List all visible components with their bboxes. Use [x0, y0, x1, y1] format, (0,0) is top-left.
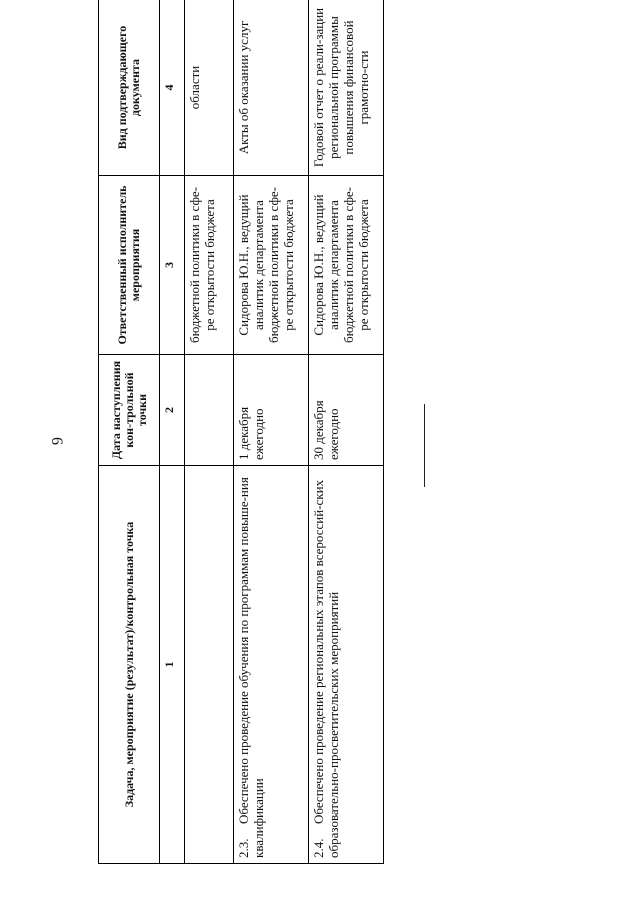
control-points-table	[98, 0, 384, 864]
header-executor: Ответственный исполнитель мероприятия	[99, 176, 160, 355]
column-number: 1	[160, 466, 185, 864]
cell-date: 30 декабря ежегодно	[309, 355, 384, 466]
cell-task	[185, 466, 234, 864]
table-row	[309, 0, 384, 864]
column-number: 3	[160, 176, 185, 355]
task-text: Обеспечено проведение обучения по программам повыше-ния квалификации	[236, 477, 266, 858]
cell-document: Годовой отчет о реали-зации региональной программы повышения финансовой грамотно-сти	[309, 0, 384, 176]
cell-executor: Сидорова Ю.Н., ведущий аналитик департамента бюджетной политики в сфе-ре открытости бюджета	[309, 176, 384, 355]
row-number: 2.4.	[311, 838, 326, 858]
cell-executor: Сидорова Ю.Н., ведущий аналитик департамента бюджетной политики в сфе-ре открытости бюджета	[234, 176, 309, 355]
row-number: 2.3.	[236, 838, 251, 858]
cell-task	[309, 466, 384, 864]
cell-date	[185, 355, 234, 466]
table-header-row	[99, 0, 160, 864]
page-number: 6	[48, 437, 65, 445]
cell-executor: бюджетной политики в сфе-ре открытости бюджета	[185, 176, 234, 355]
cell-document: Акты об оказании услуг	[234, 0, 309, 176]
table-row	[185, 0, 234, 864]
column-number: 4	[160, 0, 185, 176]
column-number: 2	[160, 355, 185, 466]
task-text: Обеспечено проведение региональных этапов всероссий-ских образовательно-просветительских мероприятий	[311, 479, 341, 858]
header-date: Дата наступления кон-трольной точки	[99, 355, 160, 466]
header-document: Вид подтверждающего документа	[99, 0, 160, 176]
header-task: Задача, мероприятие (результат)/контрольная точка	[99, 466, 160, 864]
cell-task	[234, 466, 309, 864]
rotated-table-container	[98, 7, 371, 864]
column-number-row	[160, 0, 185, 864]
cell-document: области	[185, 0, 234, 176]
cell-date: 1 декабря ежегодно	[234, 355, 309, 466]
signature-line	[424, 404, 425, 487]
table-row	[234, 0, 309, 864]
